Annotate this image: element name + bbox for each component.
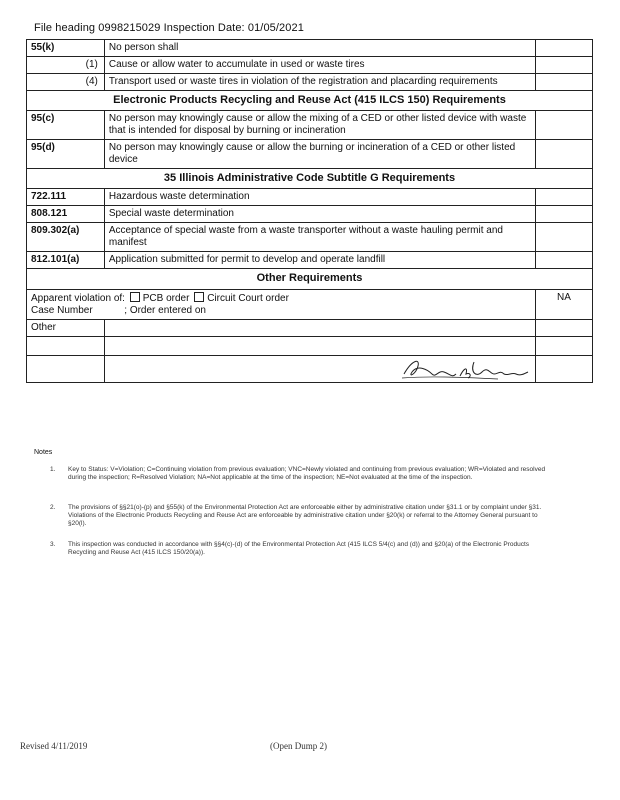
signature-row: [27, 355, 593, 382]
note-number: 2.: [50, 504, 56, 511]
row-text: No person may knowingly cause or allow the mixing of a CED or other listed device with waste that is intended for disposal by burning or incineration: [104, 111, 535, 140]
row-text: Transport used or waste tires in violation of the registration and placarding requirements: [104, 74, 535, 91]
apparent-violation-label: Apparent violation of:: [31, 292, 125, 304]
status-cell[interactable]: [535, 40, 592, 57]
table-row: [27, 140, 593, 169]
status-cell[interactable]: [535, 319, 592, 336]
table-row: [27, 252, 593, 269]
section-heading: [27, 169, 593, 189]
note-item: [50, 466, 556, 482]
empty-cell: [27, 336, 105, 355]
status-cell[interactable]: [535, 206, 592, 223]
pcb-order-checkbox[interactable]: [130, 292, 140, 302]
status-cell[interactable]: [535, 252, 592, 269]
pcb-order-label: PCB order: [142, 292, 190, 304]
row-text: Hazardous waste determination: [104, 189, 535, 206]
case-number-label: Case Number: [31, 304, 93, 316]
row-code: 808.121: [27, 206, 105, 223]
notes-heading: Notes: [34, 449, 53, 456]
row-code: 55(k): [27, 40, 105, 57]
row-text: No person may knowingly cause or allow the burning or incineration of a CED or other listed device: [104, 140, 535, 169]
note-number: 3.: [50, 541, 56, 548]
section-title-epra: Electronic Products Recycling and Reuse Act (415 ILCS 150) Requirements: [27, 91, 593, 111]
table-row: [27, 189, 593, 206]
status-cell[interactable]: [535, 140, 592, 169]
empty-cell: [535, 355, 592, 382]
table-row: [27, 223, 593, 252]
row-code: 722.111: [27, 189, 105, 206]
row-text: Special waste determination: [104, 206, 535, 223]
empty-cell: [27, 355, 105, 382]
empty-cell: [535, 336, 592, 355]
table-row: [27, 206, 593, 223]
section-heading: [27, 269, 593, 289]
table-row: [27, 40, 593, 57]
status-cell: NA: [535, 289, 592, 319]
form-name: (Open Dump 2): [270, 741, 327, 751]
note-number: 1.: [50, 466, 56, 473]
status-cell[interactable]: [535, 189, 592, 206]
apparent-violation-row: [27, 289, 593, 319]
circuit-court-label: Circuit Court order: [207, 292, 289, 304]
row-code: 95(d): [27, 140, 105, 169]
row-code: (4): [27, 74, 105, 91]
table-row: [27, 319, 593, 336]
section-heading: [27, 91, 593, 111]
revision-date: Revised 4/11/2019: [20, 741, 88, 751]
apparent-violation-cell: [27, 289, 536, 319]
requirements-table: [26, 39, 593, 383]
table-row: [27, 111, 593, 140]
note-text: Key to Status: V=Violation; C=Continuing violation from previous evaluation; VNC=Newly violated and continuing from previous evaluation; WR=Violated and resolved during the inspection; R=Resolved Violation; NA=Not applicable at the time of the inspection; NE=Not evaluated at the time of the inspection.: [68, 466, 546, 482]
row-text: No person shall: [104, 40, 535, 57]
row-code: 95(c): [27, 111, 105, 140]
row-text: Application submitted for permit to develop and operate landfill: [104, 252, 535, 269]
status-cell[interactable]: [535, 74, 592, 91]
note-item: [50, 504, 556, 528]
note-text: The provisions of §§21(o)-(p) and §55(k) of the Environmental Protection Act are enforceable either by administrative citation under §31.1 or by complaint under §31. Violations of the Electronic Products Recycling and Reuse Act are enforceable by administrative citation under §20(k) or referral to the Attorney General pursuant to §20(l).: [68, 504, 542, 528]
table-row: [27, 74, 593, 91]
row-text: Acceptance of special waste from a waste transporter without a waste hauling permit and manifest: [104, 223, 535, 252]
row-code: 809.302(a): [27, 223, 105, 252]
signature-image: [398, 352, 533, 382]
row-code: 812.101(a): [27, 252, 105, 269]
page-header: File heading 0998215029 Inspection Date: 01/05/2021: [34, 22, 304, 34]
other-text-cell[interactable]: [104, 319, 535, 336]
row-code: (1): [27, 57, 105, 74]
signature-cell: [104, 355, 535, 382]
status-cell[interactable]: [535, 223, 592, 252]
note-text: This inspection was conducted in accordance with §§4(c)-(d) of the Environmental Protection Act (415 ILCS 5/4(c) and (d)) and §20(a) of the Electronic Products Recycling and Reuse Act (415 ILCS 150/20(a)).: [68, 541, 530, 557]
table-row: [27, 57, 593, 74]
status-cell[interactable]: [535, 111, 592, 140]
status-cell[interactable]: [535, 57, 592, 74]
note-item: [50, 541, 556, 557]
row-text: Cause or allow water to accumulate in used or waste tires: [104, 57, 535, 74]
order-entered-label: ; Order entered on: [124, 304, 206, 316]
circuit-court-checkbox[interactable]: [194, 292, 204, 302]
section-title-iac: 35 Illinois Administrative Code Subtitle G Requirements: [27, 169, 593, 189]
other-label: Other: [27, 319, 105, 336]
section-title-other: Other Requirements: [27, 269, 593, 289]
